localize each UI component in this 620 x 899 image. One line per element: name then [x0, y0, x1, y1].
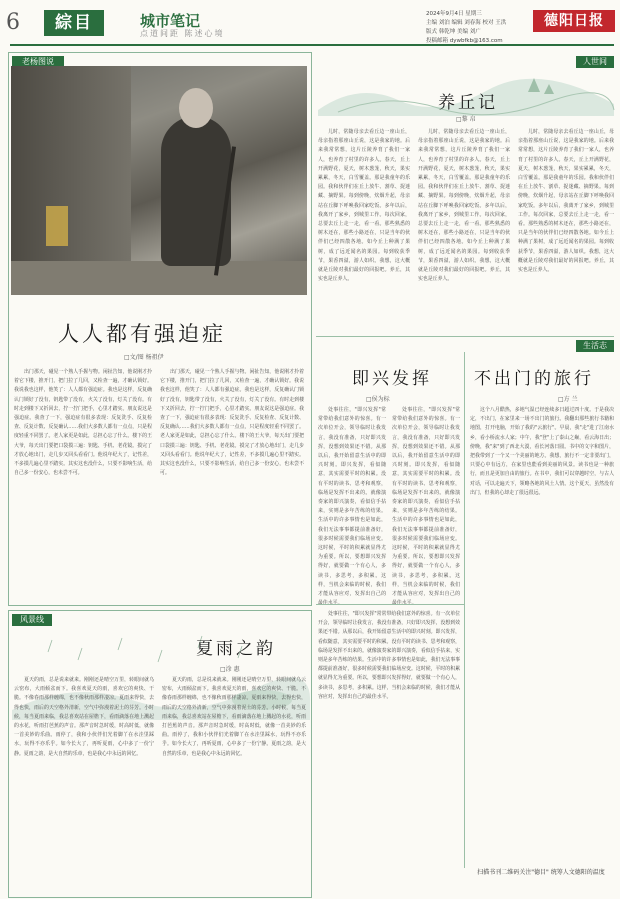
divider [316, 604, 464, 605]
article-body-col1: 出门那天，碰见一个熟人手握与物。闲扯告知，他说刚才拎着它下楼，推开门，把门拉了几回，又检查一遍，才确认锁好。我说我也这样，他笑了：人人都有强迫症。我也是这样，反复确认门锁好了没有，钥匙带了没有，火关了没有，灯关了没有。有时走到楼下又折回去，拧一拧门把手，心里才踏实。朋友说这是强迫症。我查了一下，强迫症有很多表现：反复洗手、反复检查、反复计数、反复确认……我们大多数人都有一点点，只是程度轻重不同罢了。老人家更是如此，总担心忘了什么。楼下的王大爷，每天出门要把口袋摸三遍：钥匙、手机、老花镜。摸完了才放心地出门，走几步又回头看看门。他说年纪大了，记性差，不多摸几遍心里不踏实。其实这也没什么，只要不影响生活，给自己多一份安心，也未尝不可。 [14, 369, 152, 477]
info-line: 2024年9月4日 星期三 [426, 11, 482, 17]
section-label-photo: 老杨图说 [12, 56, 64, 68]
column-name: 城市笔记 [140, 12, 201, 30]
info-line: 主编 刘泊 编辑 刘春海 校对 王洪 [426, 20, 507, 26]
masthead [0, 0, 620, 44]
article-body-col2: 处事往往，"即兴发挥"常常带给我们意外的惊喜。有一次单位开会，领导临时让我发言，我没有准备，只好即兴发挥，没想到效果还不错。从那以后，我开始留意生活中的即兴时刻。即兴发挥，看似随意，其实需要平时的积累。没有平时的读书、思考和观察，临场是发挥不出来的。就像演奏家的即兴演奏，看似信手拈来，实则是多年苦练的结果。生活中的许多事情也是如此，我们无法事事都提前准备好，很多时候需要我们临场应变。这时候，平时的积累就显得尤为重要。所以，要想即兴发挥得好，就要做一个有心人，多读书，多思考，多积累。这样，当机会来临的时候，我们才能从容应对，发挥出自己的 [392, 407, 460, 598]
article-title: 不出门的旅行 [474, 369, 594, 389]
section-name: 綜目 [44, 10, 104, 36]
photo-floor [11, 261, 307, 295]
footnote: 扫描书刊二维码关注"德目" 统筹人文德阳的温度 [477, 869, 605, 876]
article-byline: □侯为标 [366, 396, 390, 403]
article-byline: □文/图 杨祖伊 [124, 354, 164, 361]
article-title: 即兴发挥 [352, 369, 432, 389]
article-byline: □方 兰 [558, 396, 578, 403]
article-body-col3: 儿时，常随母亲去看丘边一座山丘，母亲指着那座山丘说，这是我家的地。后来我常常想，这片丘陵养育了我们一家人，也养育了村里的许多人。春天，丘上开满野花，夏天，树木葱茏，秋天，果实累累，冬天，白雪覆盖。那是我童年的乐园。我和伙伴们在丘上放牛、割草、捉迷藏、摘野果。每到傍晚，炊烟升起，母亲站在丘脚下呼唤我回家吃饭。多年以后，我离开了家乡，到城里工作。每次回家，总要去丘上走一走，看一看。那些熟悉的树木还在，那些小路还在，只是当年的伙伴们已经四散各地。如今丘上种满了果树，成了远近闻名的果园。每到收获季节，果香四溢，游人如织。我想，这大概就是丘陵对我们最好的回报吧。养丘，其实也是丘养人。 [518, 129, 614, 274]
photo-sign [46, 206, 68, 246]
article-body-col1: 处事往往，"即兴发挥"常常带给我们意外的惊喜。有一次单位开会，领导临时让我发言，我没有准备，只好即兴发挥，没想到效果还不错。从那以后，我开始留意生活中的即兴时刻。即兴发挥，看似随意，其实需要平时的积累。没有平时的读书、思考和观察，临场是发挥不出来的。就像演奏家的即兴演奏，看似信手拈来，实则是多年苦练的结果。生活中的许多事情也是如此，我们无法事事都提前准备好，很多时候需要我们临场应变。这时候，平时的积累就显得尤为重要。所以，要想即兴发挥得好，就要做一个有心人，多读书，多思考，多积累。这样，当机会来临的时候，我们才能从容应对，发挥出自己的 [318, 407, 386, 598]
column-motto: 点道间距 陈述心境 [140, 29, 225, 38]
article-body-col2: 出门那天，碰见一个熟人手握与物。闲扯告知，他说刚才拎着它下楼，推开门，把门拉了几回，又检查一遍，才确认锁好。我说我也这样，他笑了：人人都有强迫症。我也是这样，反复确认门锁好了没有，钥匙带了没有，火关了没有，灯关了没有。有时走到楼下又折回去，拧一拧门把手，心里才踏实。朋友说这是强迫症。我查了一下，强迫症有很多表现：反复洗手、反复检查、反复计数、反复确认……我们大多数人都有一点点，只是程度轻重不同罢了。老人家更是如此，总担心忘了什么。楼下的王大爷，每天出门要把口袋摸三遍：钥匙、手机、老花镜。摸完了才放心地出门，走几步又回头看看门。他说年纪大了，记性差，不多摸几遍心里不踏实。其实这也没什么，只要不影响生活，给自己多一份安心，也未尝不可。 [160, 369, 304, 477]
photo [11, 66, 307, 295]
header-rule [10, 44, 614, 46]
page-number: 6 [6, 10, 20, 35]
info-line: 版式 韩乾坤 美编 刘广 [426, 29, 481, 35]
article-body-col1: 儿时，常随母亲去看丘边一座山丘，母亲指着那座山丘说，这是我家的地。后来我常常想，这片丘陵养育了我们一家人，也养育了村里的许多人。春天，丘上开满野花，夏天，树木葱茏，秋天，果实累累，冬天，白雪覆盖。那是我童年的乐园。我和伙伴们在丘上放牛、割草、捉迷藏、摘野果。每到傍晚，炊烟升起，母亲站在丘脚下呼唤我回家吃饭。多年以后，我离开了家乡，到城里工作。每次回家，总要去丘上走一走，看一看。那些熟悉的树木还在，那些小路还在，只是当年的伙伴们已经四散各地。如今丘上种满了果树，成了远近闻名的果园。每到收获季节，果香四溢，游人如织。我想，这大概就是丘陵对我们最好的回报吧。养丘，其实也是丘养人。 [318, 129, 410, 283]
article-title: 夏雨之韵 [196, 639, 276, 659]
section-label-life: 生活志 [576, 340, 614, 352]
divider [316, 336, 614, 337]
divider-vertical [464, 352, 465, 868]
article-byline: □黎 帛 [456, 116, 476, 123]
section-label-scenery: 风景线 [12, 614, 52, 626]
article-title: 人人都有强迫症 [58, 322, 226, 346]
section-label-renshi: 人世间 [576, 56, 614, 68]
article-body-col1: 夏天的雨，总是说来就来。刚刚还是晴空万里，转眼间就乌云密布，大雨倾盆而下。我喜欢夏天的雨，喜欢它的爽快、干脆。不像春雨那样缠绵，也不像秋雨那样凄凉。夏雨来得快，去得也快，雨后的天空格外清新，空气中弥漫着泥土的芬芳。小时候，每当夏雨来临，我总喜欢站在屋檐下，看雨滴落在地上溅起的水花，听雨打芭蕉的声音。那声音时急时缓，时高时低，就像一首美妙的乐曲。雨停了，我和小伙伴们光着脚丫在水洼里踩水，玩得不亦乐乎。如今长大了，再听夏雨，心中多了一份宁静。夏雨之韵，是大自然的乐章，也是我心中永远的回忆。 [14, 677, 154, 757]
article-body-continued: 处事往往，"即兴发挥"常常带给我们意外的惊喜。有一次单位开会，领导临时让我发言，我没有准备，只好即兴发挥，没想到效果还不错。从那以后，我开始留意生活中的即兴时刻。即兴发挥，看似随意，其实需要平时的积累。没有平时的读书、思考和观察，临场是发挥不出来的。就像演奏家的即兴演奏，看似信手拈来，实则是多年苦练的结果。生活中的许多事情也是如此，我们无法事事都提前准备好，很多时候需要我们临场应变。这时候，平时的积累就显得尤为重要。所以，要想即兴发挥得好，就要做一个有心人，多读书，多思考，多积累。这样，当机会来临的时候，我们才能从容应对，发挥出自己的最佳水平。 [318, 611, 460, 700]
article-body: 这个八月酷热，多地气温已经连续多日超过四十度。于是我决定，不出门，在家里来一场不出门的旅行。我翻出那些旅行书籍和地图，打开电脑，开始了我的"云旅行"。早晨，我"走"进了江南水乡，看小桥流水人家；中午，我"登"上了泰山之巅，看云海日出；傍晚，我"来"到了西北大漠，看长河落日圆。书中的文字和图片，把我带到了一个又一个美丽的地方。我想，旅行不一定非要出门，只要心中有远方，在家里也能看到美丽的风景。读书也是一种旅行，而且是更加自由的旅行。在书中，我们可以穿越时空，与古人对话，可以走遍天下，领略各地的风土人情。这个夏天，虽然没有出门，但我的心却走了很远很远。 [470, 407, 614, 496]
article-title: 养丘记 [438, 93, 498, 113]
newspaper-logo: 德阳日报 [533, 10, 615, 32]
info-line: 投稿邮箱 dywbfkb@163.com [426, 38, 503, 44]
article-body-col2: 儿时，常随母亲去看丘边一座山丘，母亲指着那座山丘说，这是我家的地。后来我常常想，这片丘陵养育了我们一家人，也养育了村里的许多人。春天，丘上开满野花，夏天，树木葱茏，秋天，果实累累，冬天，白雪覆盖。那是我童年的乐园。我和伙伴们在丘上放牛、割草、捉迷藏、摘野果。每到傍晚，炊烟升起，母亲站在丘脚下呼唤我回家吃饭。多年以后，我离开了家乡，到城里工作。每次回家，总要去丘上走一走，看一看。那些熟悉的树木还在，那些小路还在，只是当年的伙伴们已经四散各地。如今丘上种满了果树，成了远近闻名的果园。每到收获季节，果香四溢，游人如织。我想，这大概就是丘陵对我们最好的回报吧。养丘，其实也是丘养人。 [418, 129, 510, 283]
edition-info [426, 10, 530, 46]
article-body-col2: 夏天的雨，总是说来就来。刚刚还是晴空万里，转眼间就乌云密布，大雨倾盆而下。我喜欢夏天的雨，喜欢它的爽快、干脆。不像春雨那样缠绵，也不像秋雨那样凄凉。夏雨来得快，去得也快，雨后的天空格外清新，空气中弥漫着泥土的芬芳。小时候，每当夏雨来临，我总喜欢站在屋檐下，看雨滴落在地上溅起的水花，听雨打芭蕉的声音。那声音时急时缓，时高时低，就像一首美妙的乐曲。雨停了，我和小伙伴们光着脚丫在水洼里踩水，玩得不亦乐乎。如今长大了，再听夏雨，心中多了一份宁静。夏雨之韵，是大自然的乐章，也是我心中永远的回忆。 [162, 677, 306, 757]
article-byline: □涂 惠 [220, 666, 240, 673]
photo-figure-head [179, 88, 213, 128]
